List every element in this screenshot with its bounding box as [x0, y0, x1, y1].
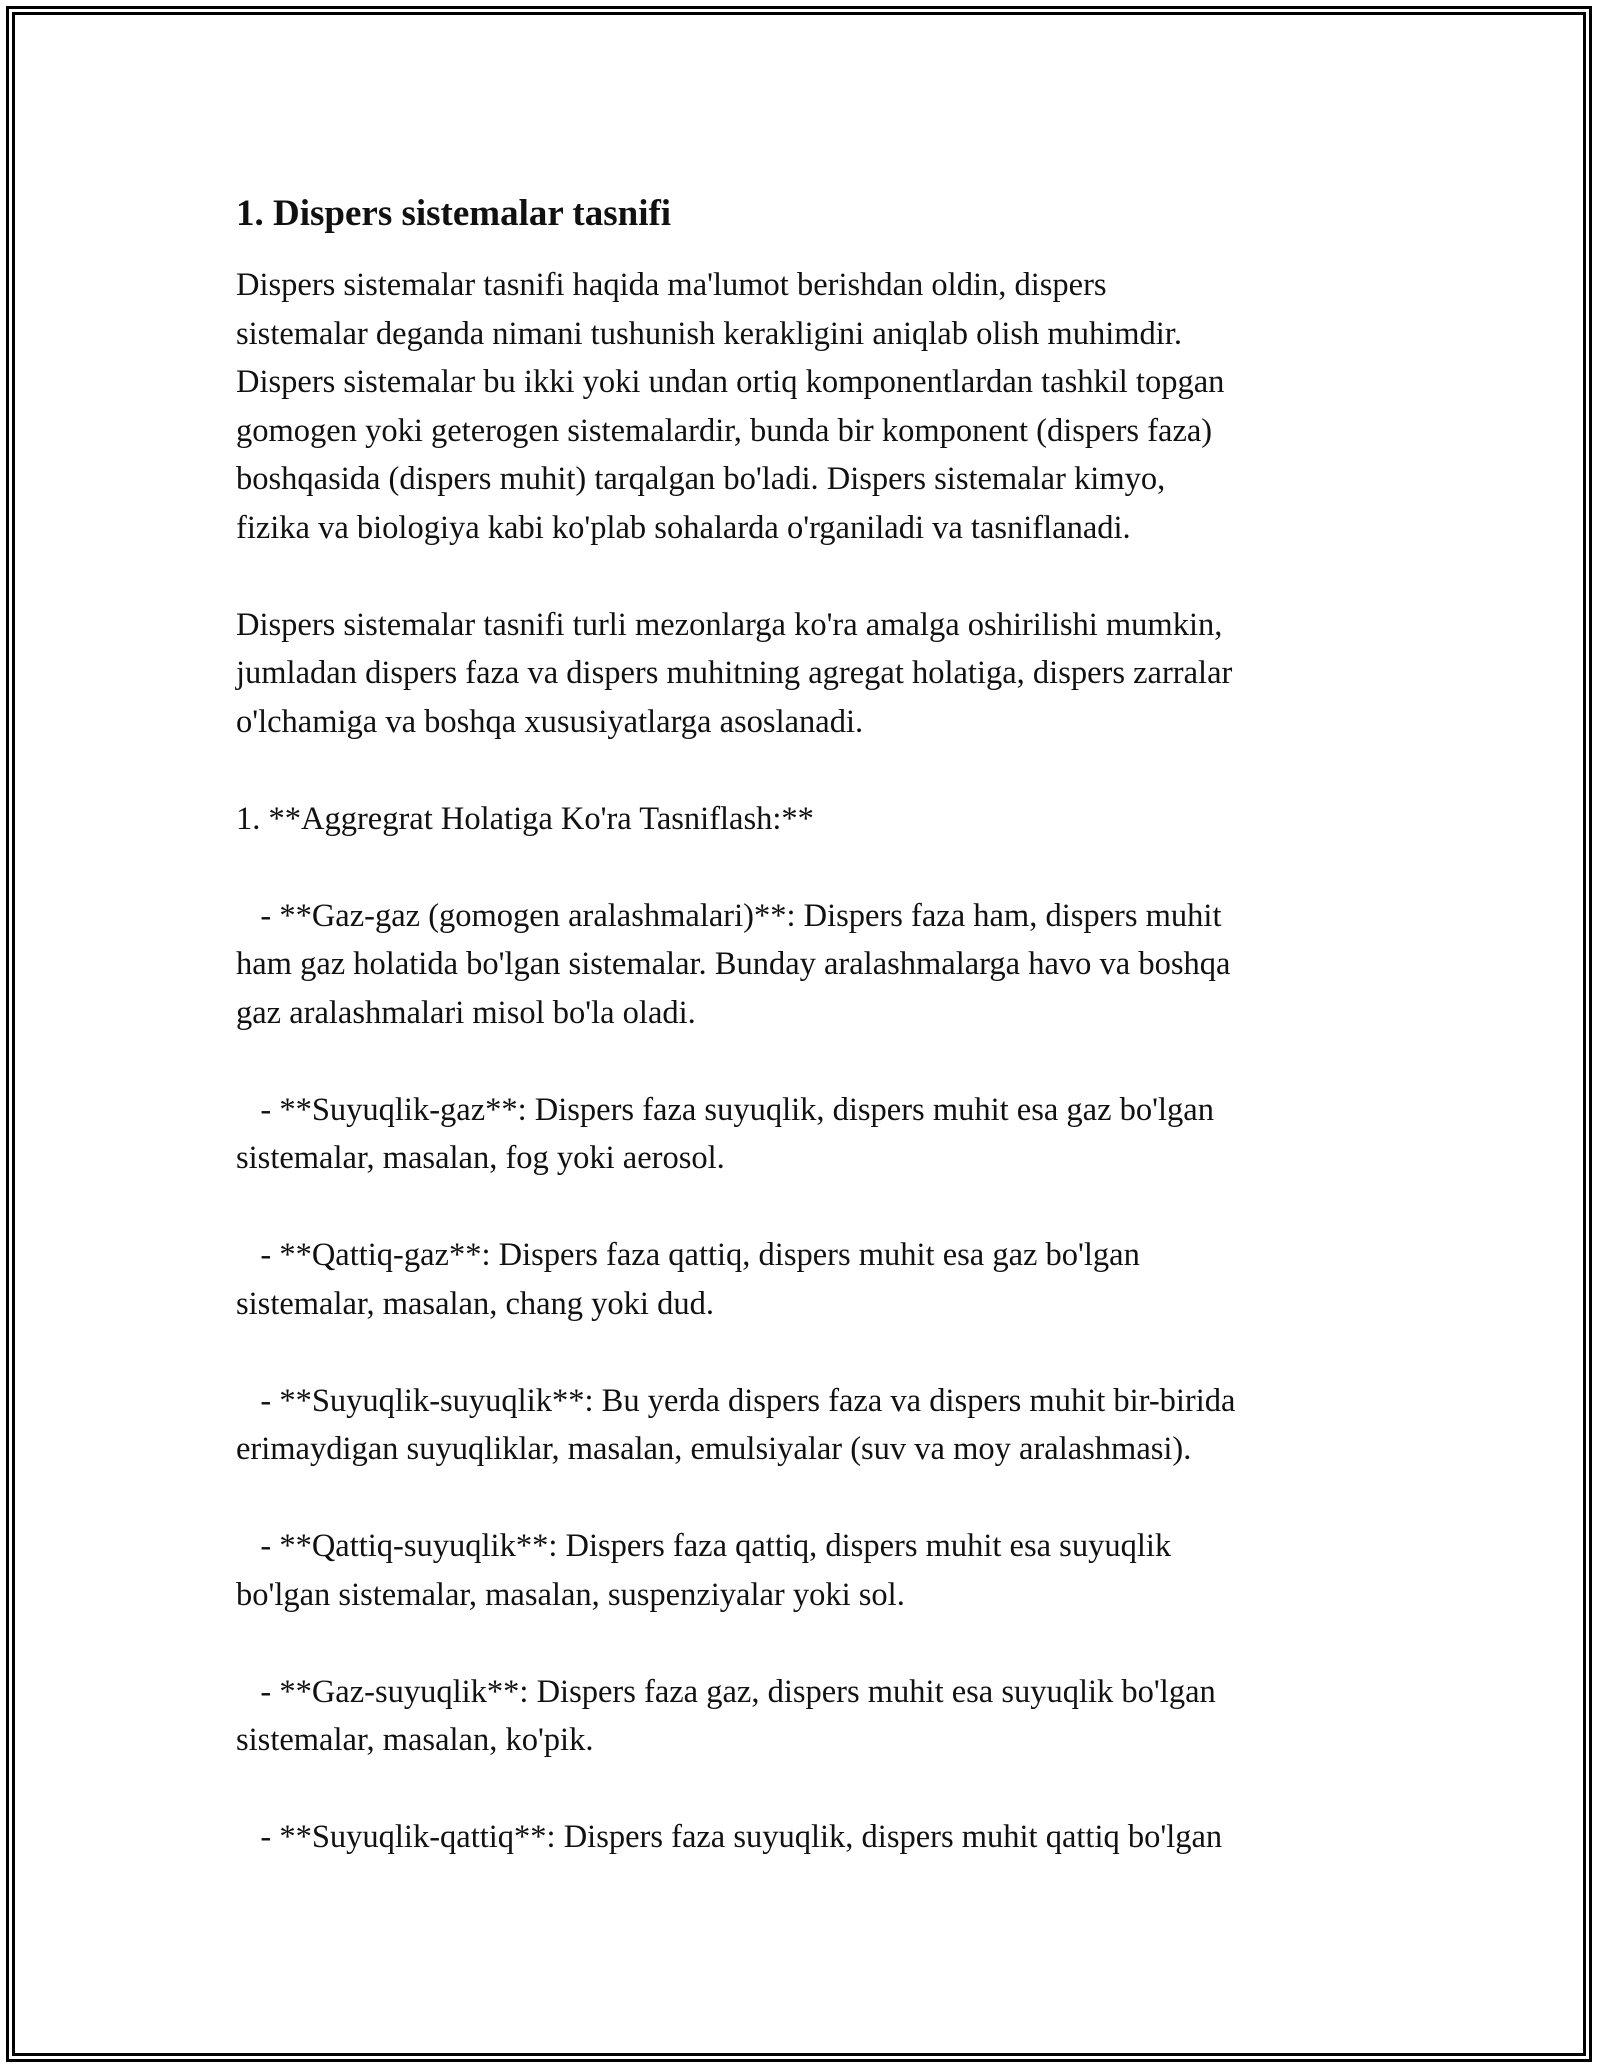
- paragraph-gap: [236, 1474, 1386, 1523]
- paragraph: [236, 1377, 1386, 1474]
- text-line: boshqasida (dispers muhit) tarqalgan bo'ladi. Dispers sistemalar kimyo,: [236, 461, 1166, 497]
- paragraph: [236, 1813, 1386, 1862]
- text-line: - **Suyuqlik-gaz**: Dispers faza suyuqlik, dispers muhit esa gaz bo'lgan: [236, 1091, 1214, 1128]
- text-line: 1. **Aggregrat Holatiga Ko'ra Tasniflash:**: [236, 800, 814, 837]
- paragraph: [236, 601, 1386, 747]
- text-line: sistemalar deganda nimani tushunish kerakligini aniqlab olish muhimdir.: [236, 315, 1182, 352]
- text-line: - **Gaz-gaz (gomogen aralashmalari)**: Dispers faza ham, dispers muhit: [236, 897, 1222, 934]
- text-line: fizika va biologiya kabi ko'plab sohalarda o'rganiladi va tasniflanadi.: [236, 509, 1131, 546]
- paragraph: [236, 1086, 1386, 1183]
- text-line: Dispers sistemalar tasnifi turli mezonlarga ko'ra amalga oshirilishi mumkin,: [236, 606, 1223, 643]
- text-line: Dispers sistemalar bu ikki yoki undan ortiq komponentlardan tashkil topgan: [236, 364, 1225, 400]
- text-line: o'lchamiga va boshqa xususiyatlarga asoslanadi.: [236, 703, 864, 740]
- text-line: - **Qattiq-gaz**: Dispers faza qattiq, dispers muhit esa gaz bo'lgan: [236, 1237, 1140, 1273]
- text-line: - **Suyuqlik-qattiq**: Dispers faza suyuqlik, dispers muhit qattiq bo'lgan: [236, 1819, 1223, 1855]
- paragraph: [236, 1231, 1386, 1328]
- paragraph-list: [236, 261, 1386, 1862]
- paragraph: [236, 1668, 1386, 1765]
- text-line: gomogen yoki geterogen sistemalardir, bunda bir komponent (dispers faza): [236, 412, 1213, 449]
- text-line: ham gaz holatida bo'lgan sistemalar. Bunday aralashmalarga havo va boshqa: [236, 946, 1231, 982]
- paragraph: [236, 795, 1386, 844]
- paragraph-gap: [236, 1328, 1386, 1377]
- text-line: sistemalar, masalan, ko'pik.: [236, 1722, 594, 1758]
- text-line: - **Suyuqlik-suyuqlik**: Bu yerda dispers faza va dispers muhit bir-birida: [236, 1382, 1236, 1419]
- section-title: 1. Dispers sistemalar tasnifi: [236, 193, 672, 234]
- text-line: sistemalar, masalan, chang yoki dud.: [236, 1285, 714, 1322]
- text-line: gaz aralashmalari misol bo'la oladi.: [236, 994, 696, 1031]
- text-line: sistemalar, masalan, fog yoki aerosol.: [236, 1140, 725, 1176]
- text-line: erimaydigan suyuqliklar, masalan, emulsiyalar (suv va moy aralashmasi).: [236, 1431, 1192, 1467]
- paragraph-gap: [236, 1619, 1386, 1668]
- text-line: - **Qattiq-suyuqlik**: Dispers faza qattiq, dispers muhit esa suyuqlik: [236, 1528, 1172, 1564]
- paragraph-gap: [236, 552, 1386, 601]
- document-body: [236, 190, 1386, 1862]
- text-line: bo'lgan sistemalar, masalan, suspenziyalar yoki sol.: [236, 1576, 905, 1613]
- paragraph-gap: [236, 1183, 1386, 1232]
- paragraph: [236, 892, 1386, 1038]
- paragraph-gap: [236, 1037, 1386, 1086]
- text-line: Dispers sistemalar tasnifi haqida ma'lumot berishdan oldin, dispers: [236, 267, 1107, 303]
- paragraph: [236, 1522, 1386, 1619]
- paragraph-gap: [236, 746, 1386, 795]
- paragraph-gap: [236, 1765, 1386, 1814]
- text-line: jumladan dispers faza va dispers muhitning agregat holatiga, dispers zarralar: [236, 655, 1233, 691]
- text-line: - **Gaz-suyuqlik**: Dispers faza gaz, dispers muhit esa suyuqlik bo'lgan: [236, 1673, 1216, 1710]
- paragraph-gap: [236, 843, 1386, 892]
- paragraph: [236, 261, 1386, 552]
